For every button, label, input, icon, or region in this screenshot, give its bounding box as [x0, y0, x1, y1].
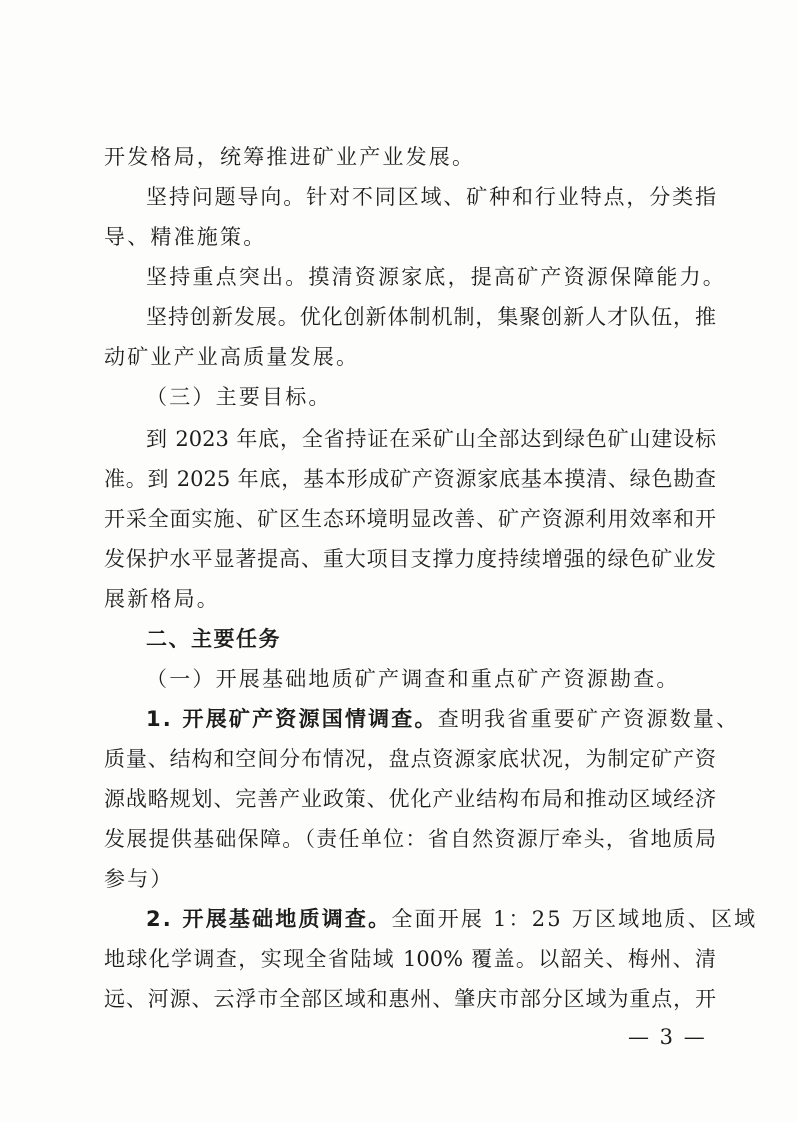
paragraph-line — [146, 704, 740, 734]
item-text: 全面开展 1：25 万区域地质、区域 — [391, 907, 758, 931]
paragraph-line: 发保护水平显著提高、重大项目支撑力度持续增强的绿色矿业发 — [104, 547, 716, 571]
paragraph-line: 发展提供基础保障。（责任单位：省自然资源厅牵头，省地质局 — [104, 827, 716, 851]
paragraph-line: 导、精准施策。 — [104, 225, 267, 249]
paragraph-line — [146, 904, 758, 934]
section-subheading: （一）开展基础地质矿产调查和重点矿产资源勘查。 — [146, 667, 680, 691]
paragraph-line: 准。到 2025 年底，基本形成矿产资源家底基本摸清、绿色勘查 — [104, 467, 716, 491]
paragraph-line: 开采全面实施、矿区生态环境明显改善、矿产资源利用效率和开 — [104, 507, 716, 531]
item-title: 1. 开展矿产资源国情调查。 — [146, 707, 438, 731]
paragraph-line: 动矿业产业高质量发展。 — [104, 345, 360, 369]
paragraph-line: 质量、结构和空间分布情况，盘点资源家底状况，为制定矿产资 — [104, 747, 716, 771]
paragraph-line: 参与） — [104, 867, 174, 891]
paragraph-line: 开发格局，统筹推进矿业产业发展。 — [104, 145, 476, 169]
section-subheading: （三）主要目标。 — [146, 385, 332, 409]
paragraph-line: 坚持创新发展。优化创新体制机制，集聚创新人才队伍，推 — [146, 305, 716, 329]
item-title: 2. 开展基础地质调查。 — [146, 907, 392, 931]
section-heading: 二、主要任务 — [146, 627, 281, 651]
page-number: — 3 — — [628, 1025, 707, 1049]
paragraph-line: 地球化学调查，实现全省陆域 100% 覆盖。以韶关、梅州、清 — [104, 947, 716, 971]
paragraph-line: 展新格局。 — [104, 587, 220, 611]
paragraph-line: 源战略规划、完善产业政策、优化产业结构布局和推动区域经济 — [104, 787, 716, 811]
paragraph-line: 坚持问题导向。针对不同区域、矿种和行业特点，分类指 — [146, 185, 716, 209]
paragraph-line: 到 2023 年底，全省持证在采矿山全部达到绿色矿山建设标 — [146, 427, 716, 451]
paragraph-line: 坚持重点突出。摸清资源家底，提高矿产资源保障能力。 — [146, 265, 726, 289]
paragraph-line: 远、河源、云浮市全部区域和惠州、肇庆市部分区域为重点，开 — [104, 987, 716, 1011]
item-text: 查明我省重要矿产资源数量、 — [437, 707, 740, 731]
